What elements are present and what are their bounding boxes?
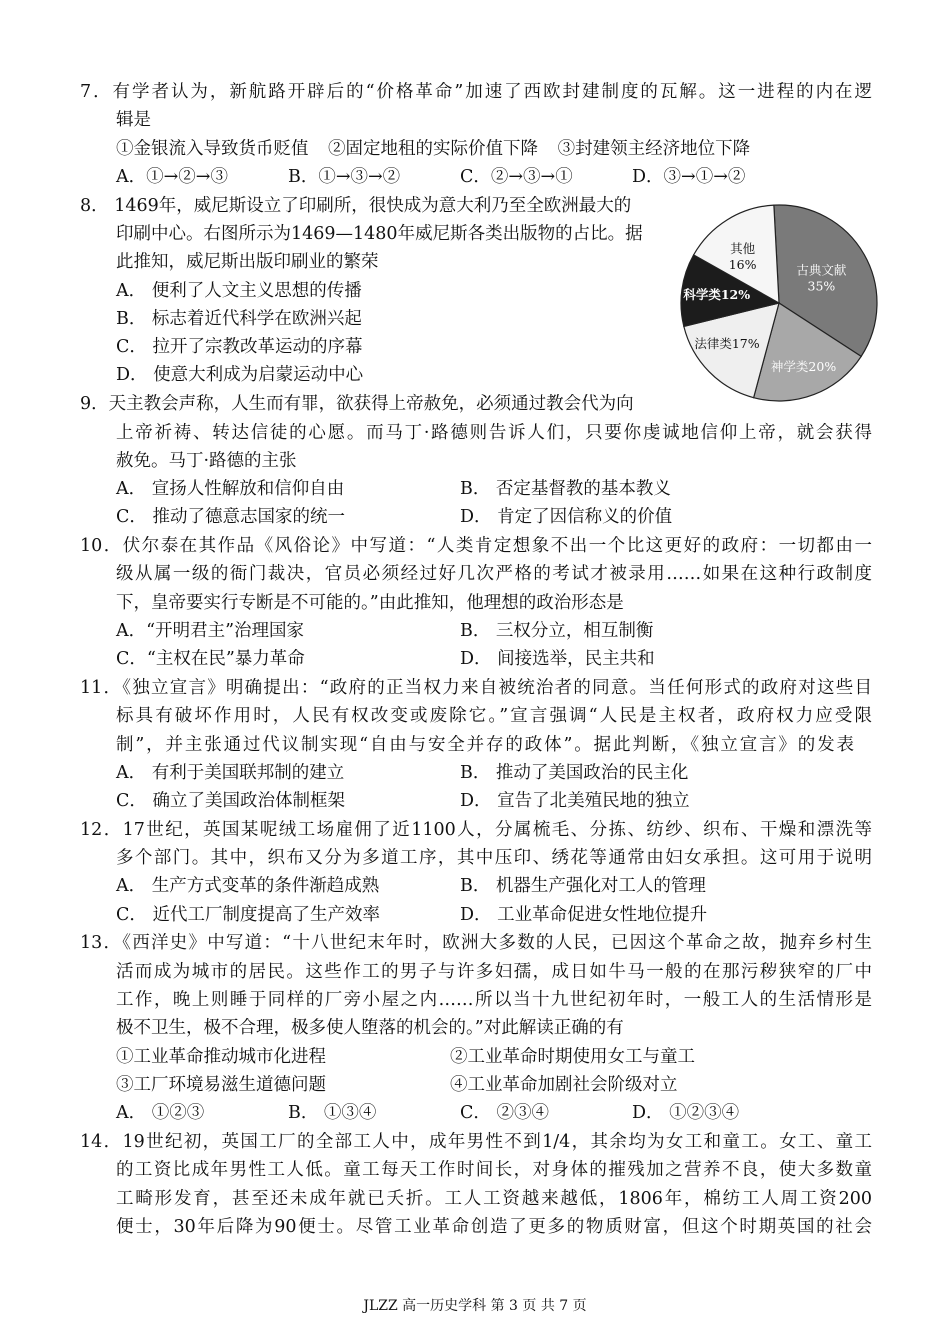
q8-stem-line3: 此推知，威尼斯出版印刷业的繁荣 — [116, 252, 379, 272]
q7-option-b[interactable]: B．①→③→② — [288, 167, 401, 187]
q12-stem-line2: 多个部门。其中，织布又分为多道工序，其中压印、绣花等通常由妇女承担。这可用于说明 — [116, 848, 872, 868]
q7-stem-line2: 辑是 — [116, 110, 151, 130]
q10-option-d[interactable]: D． 间接选举，民主共和 — [460, 649, 655, 669]
pie-label-1-1: 古典文献 — [796, 262, 847, 278]
q13-item-2: ②工业革命时期使用女工与童工 — [450, 1047, 695, 1067]
q11-stem-line2: 标具有破坏作用时，人民有权改变或废除它。”宣言强调“人民是主权者，政府权力应受限 — [116, 706, 872, 726]
q7-option-a[interactable]: A．①→②→③ — [116, 167, 228, 187]
page-footer: JLZZ 高一历史学科 第 3 页 共 7 页 — [363, 1298, 587, 1314]
q9-option-b[interactable]: B． 否定基督教的基本教义 — [460, 479, 671, 499]
q10-option-a[interactable]: A．“开明君主”治理国家 — [116, 621, 305, 641]
q9-option-c[interactable]: C． 推动了德意志国家的统一 — [116, 507, 345, 527]
pie-label-4-1: 科学类12% — [683, 287, 751, 303]
q12-stem-line1: 12．17世纪，英国某呢绒工场雇佣了近1100人，分属梳毛、分拣、纺纱、织布、干燥和漂洗等 — [80, 820, 872, 840]
q11-option-c[interactable]: C． 确立了美国政治体制框架 — [116, 791, 345, 811]
q8-stem-line2: 印刷中心。右图所示为1469—1480年威尼斯各类出版物的占比。据 — [116, 224, 643, 244]
q7-option-c[interactable]: C．②→③→① — [460, 167, 573, 187]
q13-option-c[interactable]: C． ②③④ — [460, 1103, 549, 1123]
q12-option-b[interactable]: B． 机器生产强化对工人的管理 — [460, 876, 706, 896]
pie-label-3-1: 法律类17% — [694, 336, 760, 352]
q14-stem-line3: 工畸形发育，甚至还未成年就已夭折。工人工资越来越低，1806年，棉纺工人周工资200 — [116, 1189, 872, 1209]
pie-label-1-2: 35% — [807, 278, 836, 294]
q10-stem-line1: 10．伏尔泰在其作品《风俗论》中写道：“人类肯定想象不出一个比这更好的政府：一切都由一 — [80, 536, 872, 556]
q9-stem-line3: 赦免。马丁·路德的主张 — [116, 451, 297, 471]
q9-stem-line2: 上帝祈祷、转达信徒的心愿。而马丁·路德则告诉人们，只要你虔诚地信仰上帝，就会获得 — [116, 423, 872, 443]
q10-stem-line3: 下，皇帝要实行专断是不可能的。”由此推知，他理想的政治形态是 — [116, 593, 624, 613]
q9-option-d[interactable]: D． 肯定了因信称义的价值 — [460, 507, 673, 527]
q13-stem-line3: 工作，晚上则睡于同样的厂旁小屋之内……所以当十九世纪初年时，一般工人的生活情形是 — [116, 990, 872, 1010]
q12-option-c[interactable]: C． 近代工厂制度提高了生产效率 — [116, 905, 380, 925]
q8-option-d[interactable]: D． 使意大利成为启蒙运动中心 — [116, 365, 364, 385]
q9-stem-line1: 9．天主教会声称，人生而有罪，欲获得上帝赦免，必须通过教会代为向 — [80, 394, 634, 414]
q10-option-b[interactable]: B． 三权分立，相互制衡 — [460, 621, 654, 641]
q13-stem-line2: 活而成为城市的居民。这些作工的男子与许多妇孺，成日如牛马一般的在那污秽狭窄的厂中 — [116, 962, 872, 982]
q8-option-a[interactable]: A． 便利了人文主义思想的传播 — [116, 281, 362, 301]
q7-option-d[interactable]: D．③→①→② — [632, 167, 746, 187]
pie-label-5-2: 16% — [728, 257, 757, 273]
q14-stem-line1: 14．19世纪初，英国工厂的全部工人中，成年男性不到1/4，其余均为女工和童工。女工、童工 — [80, 1132, 872, 1152]
q10-stem-line2: 级从属一级的衙门裁决，官员必须经过好几次严格的考试才被录用……如果在这种行政制度 — [116, 564, 872, 584]
q11-stem-line3: 制”，并主张通过代议制实现“自由与安全并存的政体”。据此判断，《独立宣言》的发表 — [116, 735, 854, 755]
q11-option-b[interactable]: B． 推动了美国政治的民主化 — [460, 763, 689, 783]
q12-option-d[interactable]: D． 工业革命促进女性地位提升 — [460, 905, 708, 925]
q14-stem-line4: 便士，30年后降为90便士。尽管工业革命创造了更多的物质财富，但这个时期英国的社会 — [116, 1217, 872, 1237]
q10-option-c[interactable]: C．“主权在民”暴力革命 — [116, 649, 305, 669]
q13-option-b[interactable]: B． ①③④ — [288, 1103, 377, 1123]
q13-option-d[interactable]: D． ①②③④ — [632, 1103, 740, 1123]
q8-option-b[interactable]: B． 标志着近代科学在欧洲兴起 — [116, 309, 362, 329]
q8-option-c[interactable]: C． 拉开了宗教改革运动的序幕 — [116, 337, 363, 357]
q12-option-a[interactable]: A． 生产方式变革的条件渐趋成熟 — [116, 876, 380, 896]
publication-share-pie-chart — [676, 200, 882, 406]
pie-label-5-1: 其他 — [730, 241, 756, 257]
q7-stem-line3: ①金银流入导致货币贬值 ②固定地租的实际价值下降 ③封建领主经济地位下降 — [116, 139, 751, 159]
q7-stem-line1: 7．有学者认为，新航路开辟后的“价格革命”加速了西欧封建制度的瓦解。这一进程的内在逻 — [80, 82, 872, 102]
q13-stem-line4: 极不卫生，极不合理，极多使人堕落的机会的。”对此解读正确的有 — [116, 1018, 624, 1038]
q11-option-a[interactable]: A． 有利于美国联邦制的建立 — [116, 763, 345, 783]
q11-stem-line1: 11．《独立宣言》明确提出：“政府的正当权力来自被统治者的同意。当任何形式的政府对这些目 — [80, 678, 872, 698]
q13-item-3: ③工厂环境易滋生道德问题 — [116, 1075, 326, 1095]
q8-stem-line1: 8． 1469年，威尼斯设立了印刷所，很快成为意大利乃至全欧洲最大的 — [80, 196, 632, 216]
q13-option-a[interactable]: A． ①②③ — [116, 1103, 205, 1123]
q13-item-4: ④工业革命加剧社会阶级对立 — [450, 1075, 678, 1095]
q14-stem-line2: 的工资比成年男性工人低。童工每天工作时间长，对身体的摧残加之营养不良，使大多数童 — [116, 1160, 872, 1180]
pie-label-2-1: 神学类20% — [770, 359, 837, 375]
q9-option-a[interactable]: A． 宣扬人性解放和信仰自由 — [116, 479, 345, 499]
q13-item-1: ①工业革命推动城市化进程 — [116, 1047, 326, 1067]
q13-stem-line1: 13．《西洋史》中写道：“十八世纪末年时，欧洲大多数的人民，已因这个革命之故，抛弃乡村生 — [80, 933, 872, 953]
q11-option-d[interactable]: D． 宣告了北美殖民地的独立 — [460, 791, 690, 811]
